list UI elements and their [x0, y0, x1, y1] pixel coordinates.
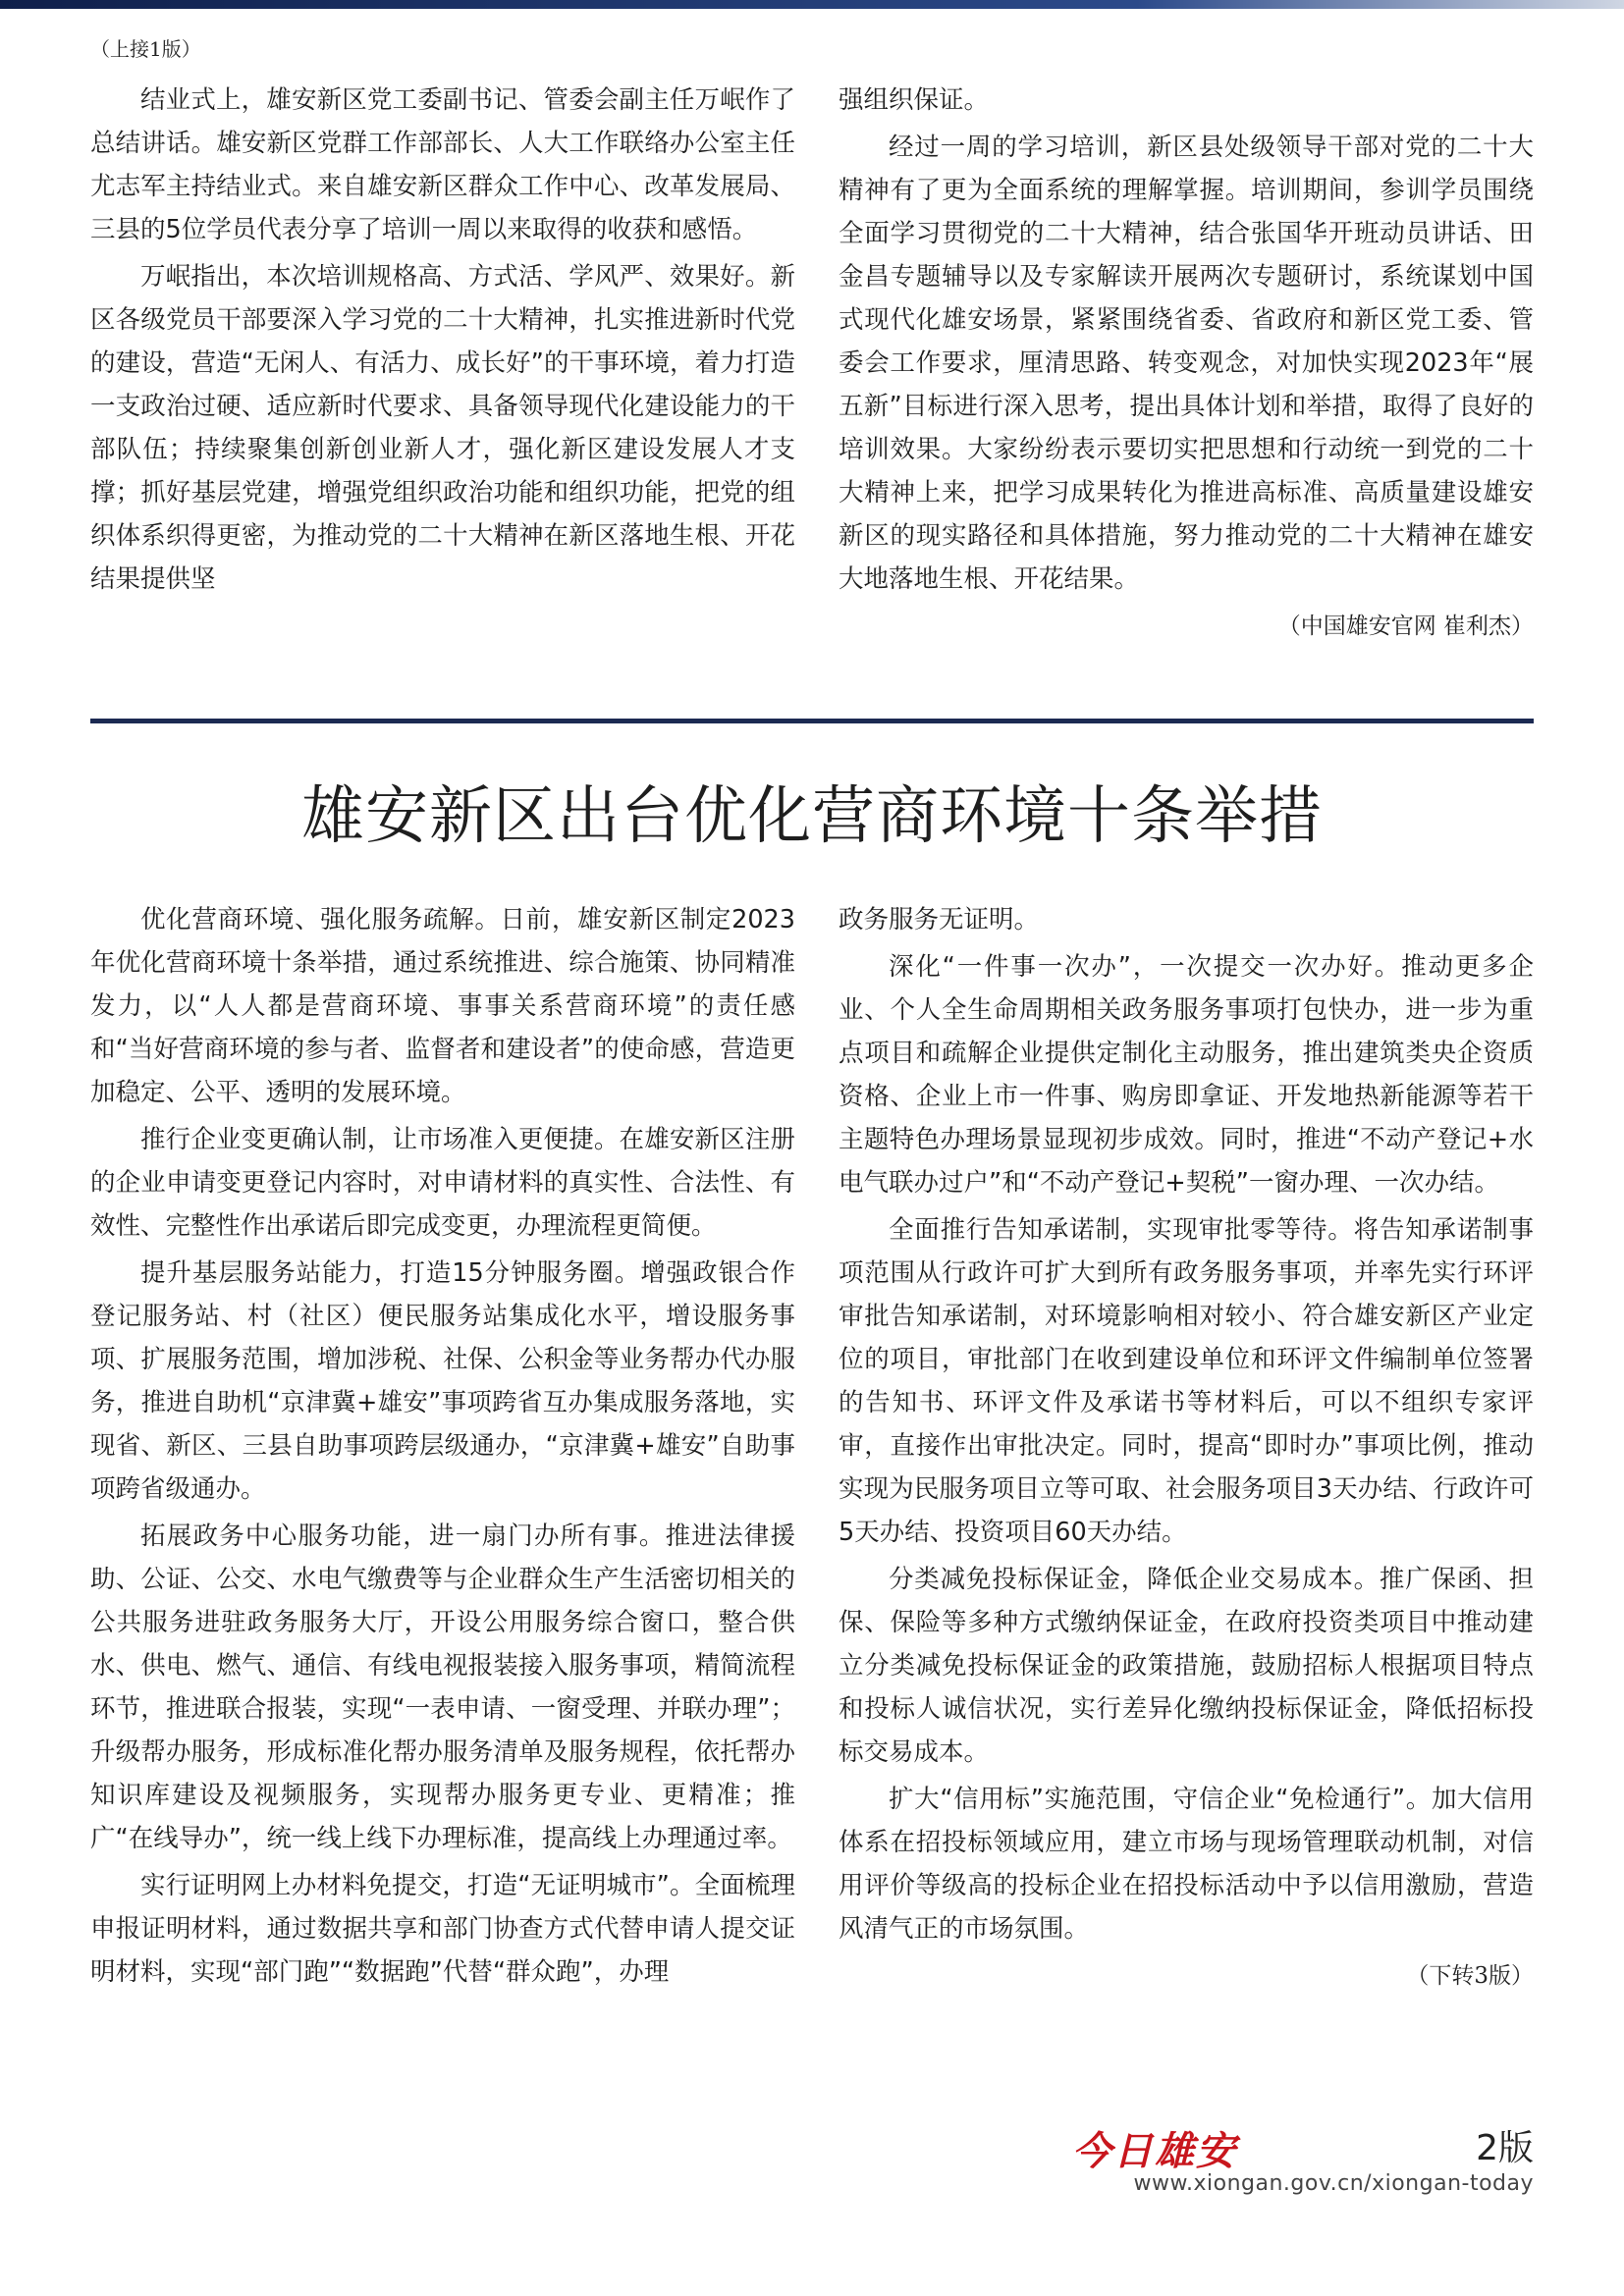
article-right-column	[839, 898, 1534, 1998]
article-left-column	[90, 898, 795, 1998]
paragraph-continuation: 强组织保证。	[839, 85, 990, 115]
brand-logo: 今日雄安	[1072, 2128, 1237, 2174]
byline: （中国雄安官网 崔利杰）	[1277, 614, 1534, 639]
top-right-column	[839, 79, 1534, 648]
paragraph: 经过一周的学习培训，新区县处级领导干部对党的二十大精神有了更为全面系统的理解掌握。培训期间，参训学员围绕全面学习贯彻党的二十大精神，结合张国华开班动员讲话、田金昌专题辅导以及专家解读开展两次专题研讨，系统谋划中国式现代化雄安场景，紧紧围绕省委、省政府和新区党工委、管委会工作要求，厘清思路、转变观念，对加快实现2023年“展五新”目标进行深入思考，提出具体计划和举措，取得了良好的培训效果。大家纷纷表示要切实把思想和行动统一到党的二十大精神上来，把学习成果转化为推进高标准、高质量建设雄安新区的现实路径和具体措施，努力推动党的二十大精神在雄安大地落地生根、开花结果。	[839, 133, 1534, 594]
paragraph: 实行证明网上办材料免提交，打造“无证明城市”。全面梳理申报证明材料，通过数据共享和部门协查方式代替申请人提交证明材料，实现“部门跑”“数据跑”代替“群众跑”，办理	[90, 1871, 795, 1987]
site-url: www.xiongan.gov.cn/xiongan-today	[1133, 2171, 1534, 2196]
paragraph: 拓展政务中心服务功能，进一扇门办所有事。推进法律援助、公证、公交、水电气缴费等与企业群众生产生活密切相关的公共服务进驻政务服务大厅，开设公用服务综合窗口，整合供水、供电、燃气、通信、有线电视报装接入服务事项，精简流程环节，推进联合报装，实现“一表申请、一窗受理、并联办理”；升级帮办服务，形成标准化帮办服务清单及服务规程，依托帮办知识库建设及视频服务，实现帮办服务更专业、更精准；推广“在线导办”，统一线上线下办理标准，提高线上办理通过率。	[90, 1522, 795, 1853]
paragraph: 优化营商环境、强化服务疏解。日前，雄安新区制定2023年优化营商环境十条举措，通过系统推进、综合施策、协同精准发力，以“人人都是营商环境、事事关系营商环境”的责任感和“当好营商环境的参与者、监督者和建设者”的使命感，营造更加稳定、公平、透明的发展环境。	[90, 905, 795, 1107]
paragraph: 提升基层服务站能力，打造15分钟服务圈。增强政银合作登记服务站、村（社区）便民服务站集成化水平，增设服务事项、扩展服务范围，增加涉税、社保、公积金等业务帮办代办服务，推进自助机“京津冀+雄安”事项跨省互办集成服务落地，实现省、新区、三县自助事项跨层级通办，“京津冀+雄安”自助事项跨省级通办。	[90, 1258, 795, 1504]
top-color-bar	[0, 0, 1624, 9]
page-number: 2版	[1476, 2128, 1534, 2168]
paragraph: 分类减免投标保证金，降低企业交易成本。推广保函、担保、保险等多种方式缴纳保证金，在政府投资类项目中推动建立分类减免投标保证金的政策措施，鼓励招标人根据项目特点和投标人诚信状况，实行差异化缴纳投标保证金，降低招标投标交易成本。	[839, 1565, 1534, 1767]
footer-brand	[1072, 2120, 1534, 2199]
top-left-column	[90, 79, 795, 605]
paragraph: 结业式上，雄安新区党工委副书记、管委会副主任万岷作了总结讲话。雄安新区党群工作部部长、人大工作联络办公室主任尤志军主持结业式。来自雄安新区群众工作中心、改革发展局、三县的5位学员代表分享了培训一周以来取得的收获和感悟。	[90, 85, 795, 244]
paragraph: 推行企业变更确认制，让市场准入更便捷。在雄安新区注册的企业申请变更登记内容时，对申请材料的真实性、合法性、有效性、完整性作出承诺后即完成变更，办理流程更简便。	[90, 1125, 795, 1241]
paragraph: 全面推行告知承诺制，实现审批零等待。将告知承诺制事项范围从行政许可扩大到所有政务服务事项，并率先实行环评审批告知承诺制，对环境影响相对较小、符合雄安新区产业定位的项目，审批部门在收到建设单位和环评文件编制单位签署的告知书、环评文件及承诺书等材料后，可以不组织专家评审，直接作出审批决定。同时，提高“即时办”事项比例，推动实现为民服务项目立等可取、社会服务项目3天办结、行政许可5天办结、投资项目60天办结。	[839, 1215, 1534, 1547]
paragraph-continuation: 政务服务无证明。	[839, 905, 1040, 934]
paragraph: 扩大“信用标”实施范围，守信企业“免检通行”。加大信用体系在招投标领域应用，建立市场与现场管理联动机制，对信用评价等级高的投标企业在招投标活动中予以信用激励，营造风清气正的市场氛围。	[839, 1785, 1534, 1944]
continued-from-note: （上接1版）	[90, 37, 201, 61]
continued-to-note: （下转3版）	[1406, 1963, 1534, 1989]
section-divider	[90, 719, 1534, 723]
paragraph: 万岷指出，本次培训规格高、方式活、学风严、效果好。新区各级党员干部要深入学习党的二十大精神，扎实推进新时代党的建设，营造“无闲人、有活力、成长好”的干事环境，着力打造一支政治过硬、适应新时代要求、具备领导现代化建设能力的干部队伍；持续聚集创新创业新人才，强化新区建设发展人才支撑；抓好基层党建，增强党组织政治功能和组织功能，把党的组织体系织得更密，为推动党的二十大精神在新区落地生根、开花结果提供坚	[90, 262, 795, 594]
paragraph: 深化“一件事一次办”，一次提交一次办好。推动更多企业、个人全生命周期相关政务服务事项打包快办，进一步为重点项目和疏解企业提供定制化主动服务，推出建筑类央企资质资格、企业上市一件事、购房即拿证、开发地热新能源等若干主题特色办理场景显现初步成效。同时，推进“不动产登记+水电气联办过户”和“不动产登记+契税”一窗办理、一次办结。	[839, 952, 1534, 1198]
article-headline: 雄安新区出台优化营商环境十条举措	[301, 780, 1323, 853]
